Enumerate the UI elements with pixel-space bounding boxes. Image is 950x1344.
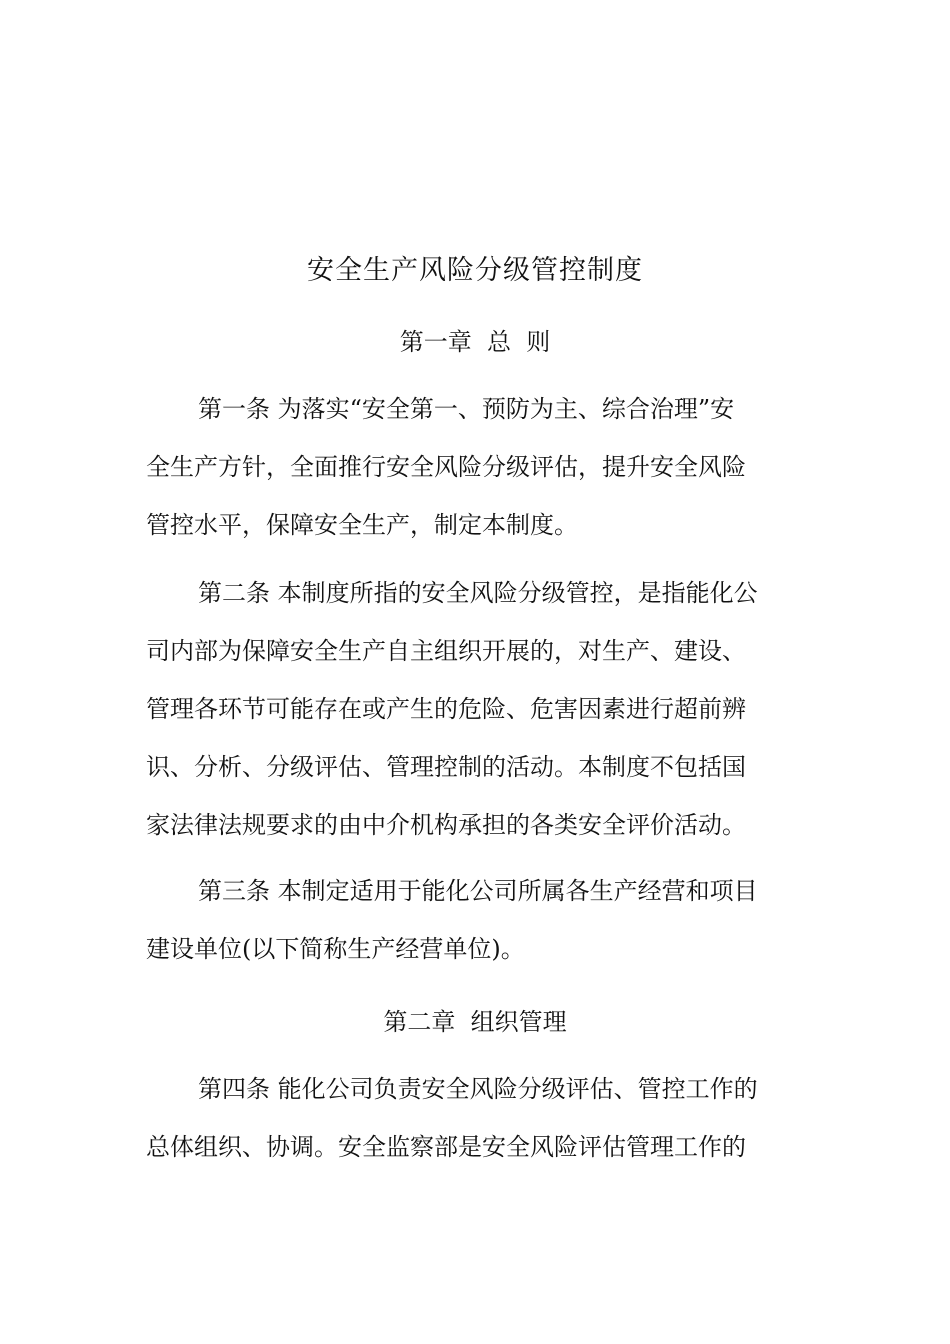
article-4 <box>146 1060 806 1176</box>
article-1 <box>146 380 806 554</box>
chapter-heading-1: 第一章 总 则 <box>399 328 551 356</box>
article-line: 识、分析、分级评估、管理控制的活动。本制度不包括国 <box>146 753 746 781</box>
article-line: 第二条 本制度所指的安全风险分级管控，是指能化公 <box>198 579 758 607</box>
article-line: 家法律法规要求的由中介机构承担的各类安全评价活动。 <box>146 811 746 839</box>
article-3 <box>146 862 806 978</box>
article-line: 第一条 为落实“安全第一、预防为主、综合治理”安 <box>198 395 735 423</box>
article-line: 第三条 本制定适用于能化公司所属各生产经营和项目 <box>198 877 758 905</box>
article-line: 总体组织、协调。安全监察部是安全风险评估管理工作的 <box>146 1133 746 1161</box>
article-line: 全生产方针，全面推行安全风险分级评估，提升安全风险 <box>146 453 746 481</box>
article-line: 建设单位(以下简称生产经营单位)。 <box>146 935 525 963</box>
article-line: 管控水平，保障安全生产，制定本制度。 <box>146 511 578 539</box>
chapter-heading-2: 第二章 组织管理 <box>383 1008 567 1036</box>
article-line: 管理各环节可能存在或产生的危险、危害因素进行超前辨 <box>146 695 746 723</box>
article-2 <box>146 564 806 854</box>
article-line: 司内部为保障安全生产自主组织开展的，对生产、建设、 <box>146 637 746 665</box>
document-title: 安全生产风险分级管控制度 <box>307 255 643 286</box>
article-line: 第四条 能化公司负责安全风险分级评估、管控工作的 <box>198 1075 758 1103</box>
